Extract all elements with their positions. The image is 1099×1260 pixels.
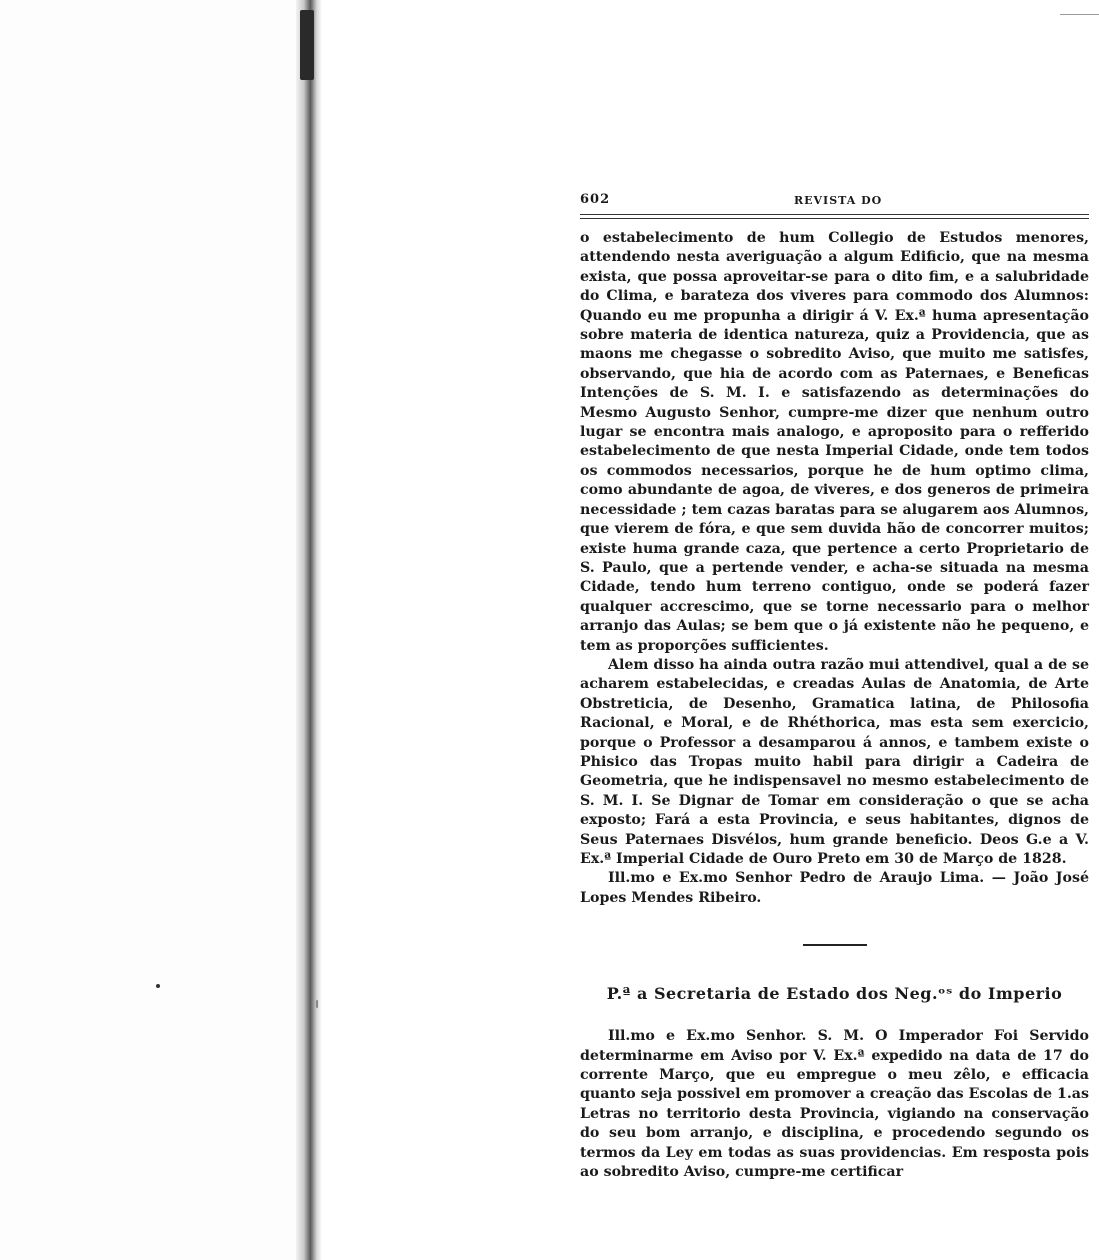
paragraph-1: o estabelecimento de hum Collegio de Estudos menores, attendendo nesta averiguação a algum Edificio, que na mesma exista, que possa aproveitar-se para o dito fim, e a salubridade do Clima, e barateza dos viveres para commodo dos Alumnos: Quando eu me propunha a dirigir á V. Ex.ª huma apresentação sobre materia de identica natureza, quiz a Providencia, que as maons me chegasse o sobredito Aviso, que muito me satisfes, observando, que hia de acordo com as Paternaes, e Beneficas Intenções de S. M. I. e satisfazendo as determinações do Mesmo Augusto Senhor, cumpre-me dizer que nenhum outro lugar se encontra mais analogo, e aproposito para o refferido estabelecimento de que nesta Imperial Cidade, onde tem todos os commodos necessarios, porque he de hum optimo clima, como abundante de agoa, de viveres, e dos generos de primeira necessidade ; tem cazas baratas para se alugarem aos Alumnos, que vierem de fóra, e que sem duvida hão de concorrer muitos; existe huma grande caza, que pertence a certo Proprietario de S. Paulo, que a pertende vender, e acha-se situada na mesma Cidade, tendo hum terreno contiguo, onde se poderá fazer qualquer accrescimo, que se torne necessario para o melhor arranjo das Aulas; se bem que o já existente não he pequeno, e tem as proporções sufficientes. xyxy=(580,230,1089,654)
book-page xyxy=(580,190,1089,1182)
gutter-mark xyxy=(300,10,314,80)
paragraph-3: Ill.mo e Ex.mo Senhor Pedro de Araujo Lima. — João José Lopes Mendes Ribeiro. xyxy=(580,870,1089,906)
section-divider xyxy=(803,944,867,946)
section-heading: P.ª a Secretaria de Estado dos Neg.ᵒˢ do Imperio xyxy=(606,984,1063,1004)
page-speck xyxy=(316,1000,318,1008)
section-paragraph: Ill.mo e Ex.mo Senhor. S. M. O Imperador Foi Servido determinarme em Aviso por V. Ex.ª expedido na data de 17 do corrente Março, que eu empregue o meu zêlo, e efficacia quanto seja possivel em promover a creação das Escolas de 1.as Letras no territorio desta Provincia, vigiando na conservação do seu bom arranjo, e disciplina, e procedendo segundo os termos da Ley em todas as suas providencias. Em resposta pois ao sobredito Aviso, cumpre-me certificar xyxy=(580,1028,1089,1181)
running-head-title: REVISTA DO xyxy=(794,194,883,207)
book-gutter xyxy=(296,0,322,1260)
left-page-margin xyxy=(0,0,300,1260)
running-head-rule xyxy=(580,214,1089,219)
paragraph-2: Alem disso ha ainda outra razão mui attendivel, qual a de se acharem estabelecidas, e creadas Aulas de Anatomia, de Arte Obstreticia, de Desenho, Gramatica latina, de Philosofia Racional, e Moral, e de Rhéthorica, mas esta sem exercicio, porque o Professor a desamparou á annos, e tambem existe o Phisico das Tropas muito habil para dirigir a Cadeira de Geometria, que he indispensavel no mesmo estabelecimento de S. M. I. Se Dignar de Tomar em consideração o que se acha exposto; Fará a esta Provincia, e seus habitantes, dignos de Seus Paternaes Disvélos, hum grande beneficio. Deos G.e a V. Ex.ª Imperial Cidade de Ouro Preto em 30 de Março de 1828. xyxy=(580,656,1089,867)
running-head xyxy=(580,190,1089,212)
page-speck xyxy=(156,984,160,988)
page-number: 602 xyxy=(580,192,611,207)
top-edge-rule xyxy=(1060,14,1099,15)
